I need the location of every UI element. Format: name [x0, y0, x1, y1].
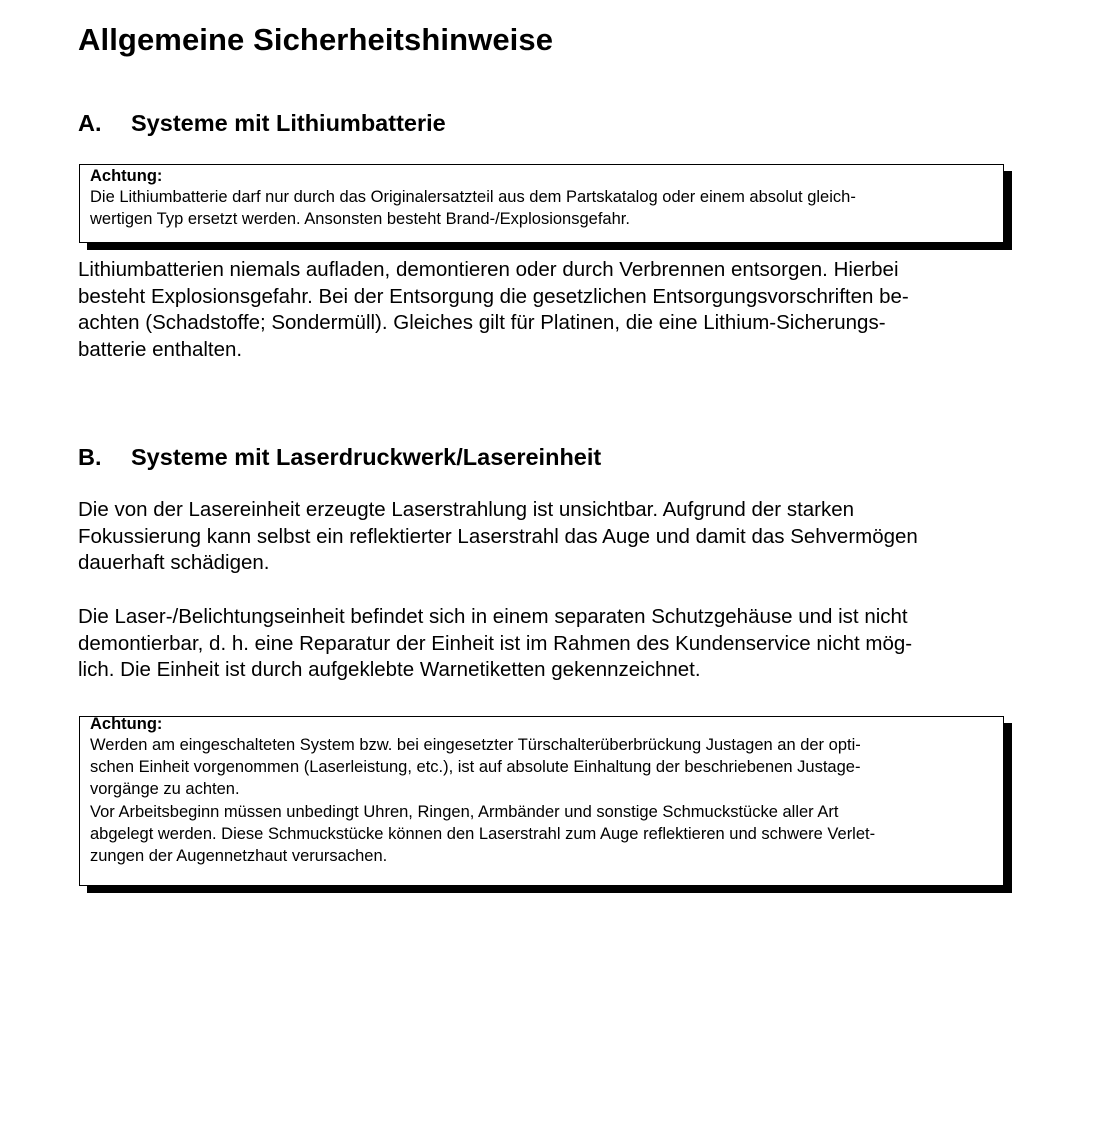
page-title: Allgemeine Sicherheitshinweise — [78, 22, 554, 57]
section-b-notice-line: schen Einheit vorgenommen (Laserleistung, etc.), ist auf absolute Einhaltung der beschriebenen Justage- — [90, 758, 861, 777]
section-b-paragraph-2 — [78, 604, 1018, 684]
section-a-notice-line: wertigen Typ ersetzt werden. Ansonsten besteht Brand-/Explosionsgefahr. — [90, 210, 630, 229]
section-b-notice-line: zungen der Augennetzhaut verursachen. — [90, 847, 388, 866]
section-b-paragraph-2-line: lich. Die Einheit ist durch aufgeklebte Warnetiketten gekennzeichnet. — [78, 658, 701, 682]
section-a-heading — [78, 110, 446, 137]
section-a-paragraph-line: Lithiumbatterien niemals aufladen, demontieren oder durch Verbrennen entsorgen. Hierbei — [78, 258, 899, 281]
section-b-notice-line: Vor Arbeitsbeginn müssen unbedingt Uhren, Ringen, Armbänder und sonstige Schmuckstücke aller Art — [90, 802, 839, 821]
section-b-notice-text — [90, 734, 993, 867]
section-b-notice-line: vorgänge zu achten. — [90, 780, 240, 799]
section-b-heading — [78, 444, 601, 471]
section-a-notice-text — [90, 186, 993, 230]
section-a-notice-label: Achtung: — [90, 167, 163, 185]
section-a-letter: A. — [78, 110, 102, 136]
section-a-paragraph-line: batterie enthalten. — [78, 338, 243, 362]
section-b-notice-box — [79, 716, 1004, 886]
section-a-paragraph-line: achten (Schadstoffe; Sondermüll). Gleiches gilt für Platinen, die eine Lithium-Sicherungs- — [78, 311, 886, 335]
section-a-notice-line: Die Lithiumbatterie darf nur durch das Originalersatzteil aus dem Partskatalog oder einem absolut gleich- — [90, 188, 856, 206]
section-b-paragraph-2-line: Die Laser-/Belichtungseinheit befindet sich in einem separaten Schutzgehäuse und ist nicht — [78, 605, 908, 628]
section-a-paragraph — [78, 257, 1018, 364]
section-b-paragraph-1 — [78, 497, 1018, 577]
section-b-letter: B. — [78, 444, 102, 470]
section-b-paragraph-1-line: Die von der Lasereinheit erzeugte Laserstrahlung ist unsichtbar. Aufgrund der starken — [78, 498, 855, 521]
section-b-paragraph-1-line: Fokussierung kann selbst ein reflektierter Laserstrahl das Auge und damit das Sehvermögen — [78, 524, 918, 548]
section-b-notice-line: Werden am eingeschalteten System bzw. bei eingesetzter Türschalterüberbrückung Justagen an der opti- — [90, 736, 861, 754]
section-b-notice-line: abgelegt werden. Diese Schmuckstücke können den Laserstrahl zum Auge reflektieren und schwere Verlet- — [90, 824, 876, 843]
section-b-title: Systeme mit Laserdruckwerk/Lasereinheit — [131, 444, 602, 470]
section-b-notice-label: Achtung: — [90, 715, 163, 733]
section-b-paragraph-2-line: demontierbar, d. h. eine Reparatur der Einheit ist im Rahmen des Kundenservice nicht mög- — [78, 631, 913, 655]
section-a-notice-box — [79, 164, 1004, 243]
section-a-title: Systeme mit Lithiumbatterie — [131, 110, 446, 136]
section-b-paragraph-1-line: dauerhaft schädigen. — [78, 551, 270, 575]
section-a-paragraph-line: besteht Explosionsgefahr. Bei der Entsorgung die gesetzlichen Entsorgungsvorschriften be- — [78, 284, 909, 308]
